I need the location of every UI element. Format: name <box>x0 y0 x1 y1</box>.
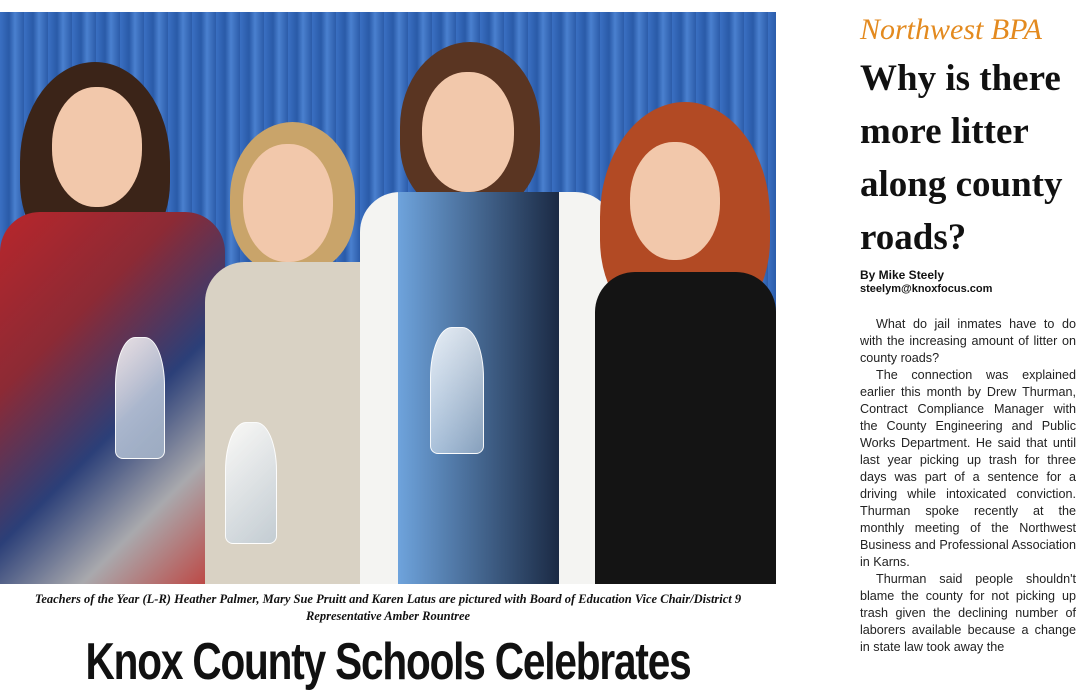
award-trophy <box>225 422 277 544</box>
photo-caption: Teachers of the Year (L-R) Heather Palmer, Mary Sue Pruitt and Karen Latus are pictured with Board of Education Vice Chair/District 9 Representative Amber Rountree <box>34 592 742 623</box>
sidebar-article <box>860 12 1076 656</box>
article-paragraph: Thurman said people shouldn't blame the county for not picking up trash given the declining number of laborers available because a change in state law took away the <box>860 572 1076 654</box>
article-body <box>860 316 1076 656</box>
article-title: Why is there more litter along county roads? <box>860 58 1063 258</box>
teachers-photo <box>0 12 776 584</box>
main-headline: Knox County Schools Celebrates <box>85 633 691 691</box>
person-heather-palmer <box>0 52 230 584</box>
person-amber-rountree <box>595 102 776 584</box>
person-karen-latus <box>360 42 620 584</box>
author-email: steelym@knoxfocus.com <box>860 283 993 295</box>
award-trophy <box>115 337 165 459</box>
award-trophy <box>430 327 484 454</box>
article-kicker: Northwest BPA <box>860 13 1042 46</box>
article-paragraph: What do jail inmates have to do with the increasing amount of litter on county roads? <box>860 317 1076 365</box>
article-byline: By Mike Steely <box>860 268 945 282</box>
article-paragraph: The connection was explained earlier this month by Drew Thurman, Contract Compliance Manager with the County Engineering and Public Works Department. He said that until last year picking up trash for three days was part of a sentence for a driving while intoxicated conviction. Thurman spoke recently at the monthly meeting of the Northwest Business and Professional Association in Karns. <box>860 368 1076 569</box>
